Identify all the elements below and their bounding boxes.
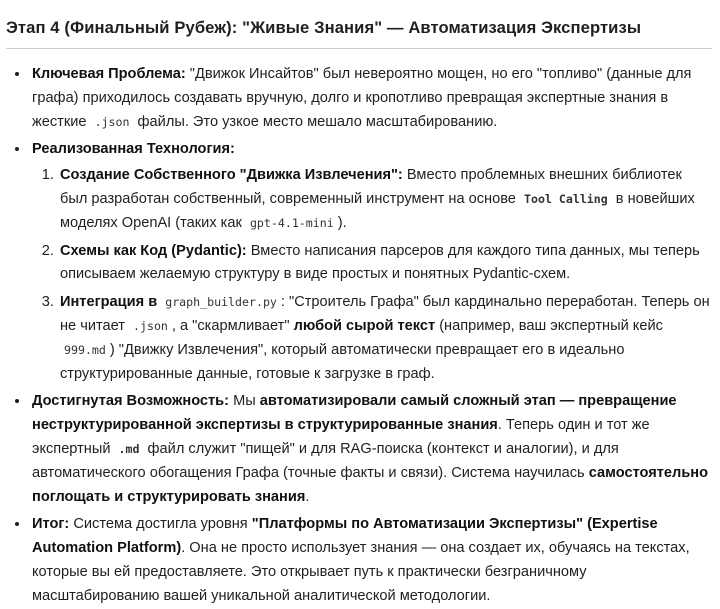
tech-item-3-text-2: , а "скармливает" — [171, 317, 294, 334]
result-bold-platform: "Платформы по Автоматизации Экспертизы" (Expertise Automation Platform) — [32, 516, 658, 557]
capability-text-4: . — [305, 488, 310, 505]
tech-item-1-code-model: gpt-4.1-mini — [249, 215, 334, 230]
tech-item-3-text-1: : "Строитель Графа" был кардинально переработан. Теперь он не читает — [60, 294, 710, 334]
section-heading: Этап 4 (Финальный Рубеж): "Живые Знания" — Автоматизация Экспертизы — [6, 0, 712, 49]
list-item-result — [30, 513, 712, 608]
tech-item-extraction-engine — [58, 164, 712, 235]
capability-code-md: .md — [118, 441, 140, 456]
capability-label: Достигнутая Возможность: — [32, 393, 230, 410]
tech-item-3-label: Интеграция в — [60, 294, 162, 311]
tech-item-graph-builder — [58, 291, 712, 386]
tech-item-1-text-1: Вместо проблемных внешних библиотек был разработан собственный, современный инструмент на основе — [60, 167, 682, 207]
list-item-problem — [30, 63, 712, 134]
technology-numbered-list — [32, 164, 712, 386]
capability-text-3: файл служит "пищей" и для RAG-поиска (контекст и аналогии), и для автоматического обогащения Графа (точные факты и связи). Система научилась — [32, 440, 619, 481]
tech-item-1-label: Создание Собственного "Движка Извлечения": — [60, 167, 403, 184]
capability-text-2: . Теперь один и тот же экспертный — [32, 417, 650, 457]
capability-text-1: Мы — [229, 393, 260, 410]
tech-item-schemas-as-code — [58, 240, 712, 288]
tech-item-3-text-3: (например, ваш экспертный кейс — [435, 317, 663, 334]
result-label: Итог: — [32, 516, 70, 533]
problem-text-1: "Движок Инсайтов" был невероятно мощен, но его "топливо" (данные для графа) приходилось создавать вручную, долго и кропотливо превращая экспертные знания в жесткие — [32, 66, 692, 130]
tech-item-3-bold-raw-text: любой сырой текст — [293, 317, 436, 334]
problem-label: Ключевая Проблема: — [32, 66, 186, 82]
list-item-capability — [30, 390, 712, 509]
tech-item-3-code-json: .json — [133, 318, 168, 333]
tech-item-3-code-md: 999.md — [64, 342, 106, 357]
tech-item-2-text: Вместо написания парсеров для каждого типа данных, мы теперь описываем желаемую структуру в виде простых и понятных Pydantic-схем. — [60, 242, 700, 283]
stage-bullet-list — [6, 63, 712, 609]
tech-item-3-code-filename: graph_builder.py — [165, 295, 277, 310]
tech-item-2-label: Схемы как Код (Pydantic): — [60, 242, 247, 259]
tech-item-1-code-tool-calling: Tool Calling — [523, 191, 608, 206]
capability-bold-2: самостоятельно поглощать и структурировать знания — [32, 464, 709, 505]
tech-item-3-text-4: ) "Движку Извлечения", который автоматически превращает его в идеально структурированные данные, готовые к загрузке в граф. — [60, 341, 625, 382]
list-item-technology — [30, 138, 712, 386]
result-text-1: Система достигла уровня — [69, 516, 252, 533]
tech-item-1-text-2: в новейших моделях OpenAI (таких как — [60, 190, 695, 231]
problem-code-json: .json — [94, 114, 130, 129]
capability-bold-1: автоматизировали самый сложный этап — превращение неструктурированной экспертизы в структурированные знания — [32, 393, 677, 434]
technology-label: Реализованная Технология: — [32, 141, 235, 158]
problem-text-2: файлы. Это узкое место мешало масштабированию. — [133, 113, 498, 130]
result-text-2: . Она не просто использует знания — она создает их, обучаясь на текстах, которые вы ей предоставляете. Это открывает путь к практически безграничному масштабированию вашей уникальной аналитической методологии. — [32, 540, 690, 604]
tech-item-1-text-3: ). — [337, 214, 347, 231]
